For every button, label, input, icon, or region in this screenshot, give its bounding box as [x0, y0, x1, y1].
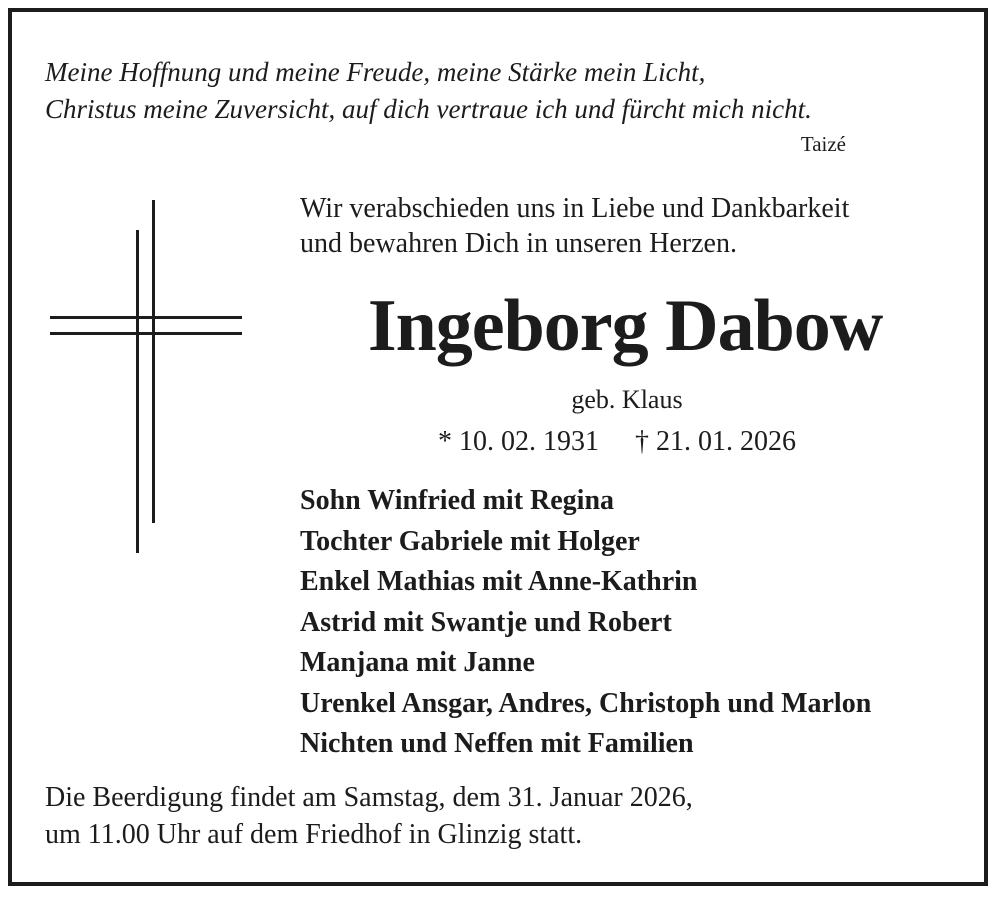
birth-date: * 10. 02. 1931 [438, 426, 599, 457]
funeral-line-2: um 11.00 Uhr auf dem Friedhof in Glinzig statt. [45, 819, 583, 850]
motto-line-2: Christus meine Zuversicht, auf dich vertraue ich und fürcht mich nicht. [45, 94, 812, 124]
death-date: † 21. 01. 2026 [635, 426, 796, 457]
motto-line-1: Meine Hoffnung und meine Freude, meine Stärke mein Licht, [45, 57, 706, 87]
mourner-line: Astrid mit Swantje und Robert [300, 606, 672, 638]
mourner-line: Nichten und Neffen mit Familien [300, 728, 694, 759]
funeral-notice [45, 779, 693, 853]
cross-icon [48, 200, 248, 555]
deceased-name: Ingeborg Dabow [367, 285, 883, 367]
intro-line-2: und bewahren Dich in unseren Herzen. [300, 228, 737, 259]
mourner-line: Enkel Mathias mit Anne-Kathrin [300, 566, 698, 597]
mourner-line: Manjana mit Janne [300, 647, 535, 678]
motto-quote [45, 54, 812, 128]
mourners-list [300, 481, 871, 765]
intro-text [300, 191, 849, 261]
cross-lines [50, 200, 242, 553]
intro-line-1: Wir verabschieden uns in Liebe und Dankbarkeit [300, 193, 850, 224]
mourner-line: Sohn Winfried mit Regina [300, 485, 615, 516]
mourner-line: Tochter Gabriele mit Holger [300, 525, 640, 557]
maiden-name: geb. Klaus [571, 385, 683, 414]
funeral-line-1: Die Beerdigung findet am Samstag, dem 31. Januar 2026, [45, 782, 693, 813]
life-dates [438, 424, 796, 460]
motto-source: Taizé [800, 132, 846, 156]
mourner-line: Urenkel Ansgar, Andres, Christoph und Marlon [300, 687, 872, 719]
